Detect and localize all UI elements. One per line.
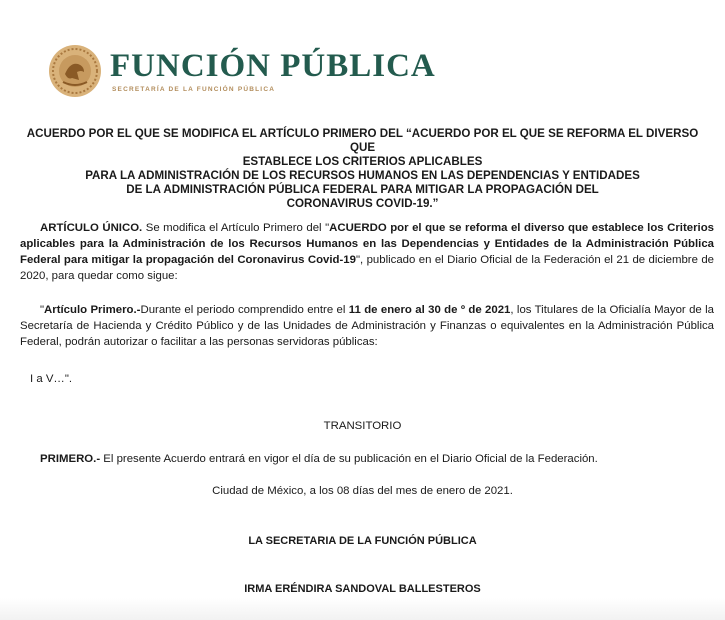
- article-text: ", publicado en el Diario Oficial de la Federación el 21 de diciembre de 2020, para quedar como sigue:: [20, 254, 714, 282]
- quote-open: ": [40, 304, 45, 316]
- title-line: CORONAVIRUS COVID-19.”: [286, 197, 439, 210]
- primero-text: El presente Acuerdo entrará en vigor el día de su publicación en el Diario Oficial de la Federación.: [100, 453, 598, 465]
- signature-office: LA SECRETARIA DE LA FUNCIÓN PÚBLICA: [248, 535, 477, 547]
- title-line: ACUERDO POR EL QUE SE MODIFICA EL ARTÍCULO PRIMERO DEL “ACUERDO POR EL QUE SE REFORMA EL DIVERSO QUE: [26, 127, 699, 154]
- fraction-line: I a V…".: [30, 373, 73, 385]
- title-line: PARA LA ADMINISTRACIÓN DE LOS RECURSOS HUMANOS EN LAS DEPENDENCIAS Y ENTIDADES: [85, 169, 640, 182]
- quoted-dates: 11 de enero al 30 de º de 2021: [348, 304, 511, 316]
- article-paragraph: [20, 220, 714, 284]
- document-title: [14, 127, 711, 211]
- transitorio-heading: TRANSITORIO: [323, 420, 402, 432]
- brand-subtitle: SECRETARÍA DE LA FUNCIÓN PÚBLICA: [112, 86, 276, 93]
- quoted-article-paragraph: [20, 302, 714, 350]
- page-bottom-shadow: [0, 598, 725, 620]
- quoted-text: Durante el periodo comprendido entre el: [140, 304, 349, 316]
- letterhead: [48, 44, 468, 100]
- article-quoted-title: ACUERDO por el que se reforma el diverso que establece los Criterios aplicables para la Administración de los Recursos Humanos en las Dependencias y Entidades de la Administración Pública Federal para mitigar la propagación del Coronavirus Covid-19: [20, 222, 714, 266]
- article-label: ARTÍCULO ÚNICO.: [40, 222, 143, 234]
- quoted-text: , los Titulares de la Oficialía Mayor de la Secretaría de Hacienda y Crédito Público y de las Unidades de Administración y Finanzas o equivalentes en la Administración Pública Federal, podrán autorizar o facilitar a las personas servidoras públicas:: [20, 304, 714, 348]
- primero-label: PRIMERO.-: [40, 453, 101, 465]
- primero-paragraph: [40, 451, 598, 467]
- city-date: Ciudad de México, a los 08 días del mes de enero de 2021.: [212, 485, 513, 497]
- article-text: Se modifica el Artículo Primero del ": [142, 222, 330, 234]
- mexico-coat-of-arms-seal-icon: [48, 44, 102, 98]
- title-line: ESTABLECE LOS CRITERIOS APLICABLES: [242, 155, 483, 168]
- quoted-article-label: Artículo Primero.-: [44, 304, 141, 316]
- title-line: DE LA ADMINISTRACIÓN PÚBLICA FEDERAL PARA MITIGAR LA PROPAGACIÓN DEL: [126, 183, 599, 196]
- brand-name: FUNCIÓN PÚBLICA: [110, 48, 436, 84]
- signature-name: IRMA ERÉNDIRA SANDOVAL BALLESTEROS: [244, 583, 481, 595]
